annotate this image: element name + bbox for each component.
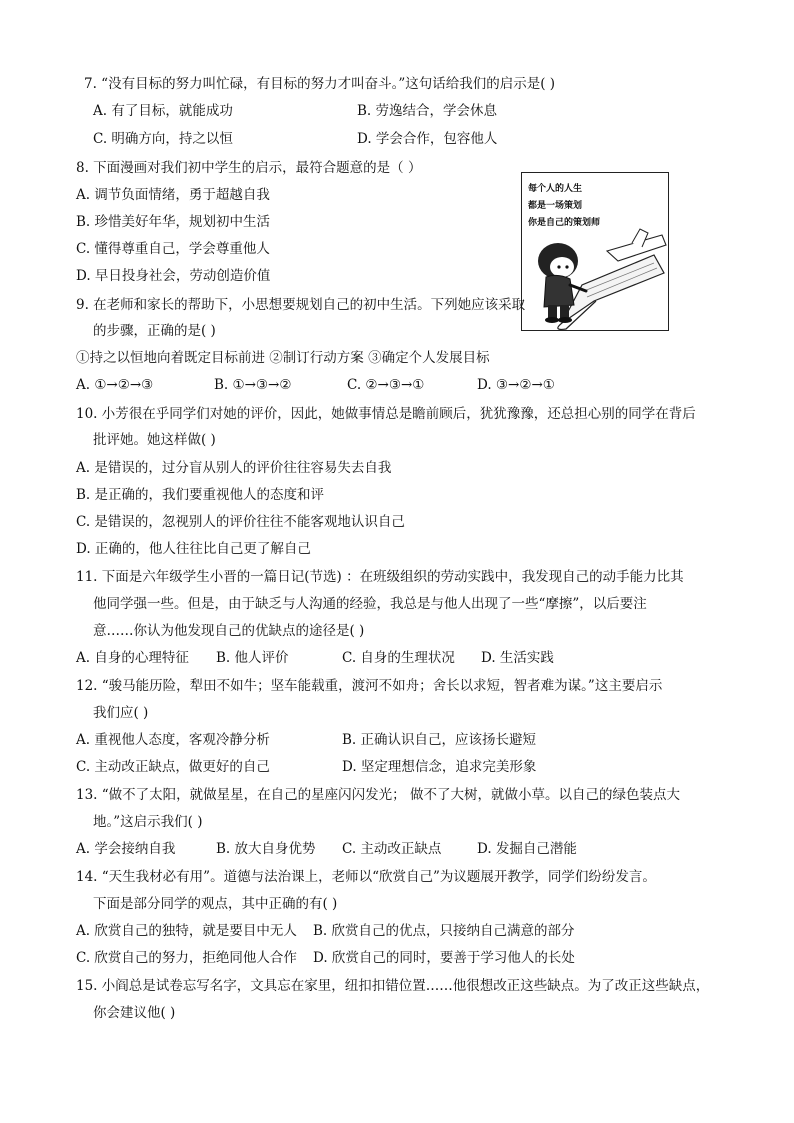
q10-option-d: D. 正确的，他人往往比自己更了解自己 [76, 541, 311, 557]
q11-stem-line3: 意……你认为他发现自己的优缺点的途径是( ) [93, 623, 365, 639]
q7-option-d: D. 学会合作，包容他人 [357, 131, 498, 147]
q7-option-b: B. 劳逸结合，学会休息 [357, 103, 498, 119]
q11-option-d: D. 生活实践 [481, 650, 554, 666]
q12-option-b: B. 正确认识自己，应该扬长避短 [342, 732, 537, 748]
q13-option-c: C. 主动改正缺点 [342, 841, 442, 857]
q12-stem-line2: 我们应( ) [93, 705, 149, 721]
q14-option-d: D. 欣赏自己的同时，要善于学习他人的长处 [313, 950, 575, 966]
q9-option-d: D. ③→②→① [477, 377, 555, 393]
q15-stem-line2: 你会建议他( ) [93, 1005, 176, 1021]
q13-option-d: D. 发掘自己潜能 [477, 841, 577, 857]
cartoon-caption-line3: 你是自己的策划师 [528, 218, 601, 228]
q8-option-d: D. 早日投身社会，劳动创造价值 [76, 268, 271, 284]
q9-stem-line1: 9. 在老师和家长的帮助下，小思想要规划自己的初中生活。下列她应该采取 [76, 297, 526, 313]
q13-option-a: A. 学会接纳自我 [76, 841, 176, 857]
q10-option-a: A. 是错误的，过分盲从别人的评价往往容易失去自我 [76, 460, 392, 476]
cartoon-caption-line1: 每个人的人生 [528, 184, 583, 194]
q11-option-a: A. 自身的心理特征 [76, 650, 189, 666]
q11-stem-line1: 11. 下面是六年级学生小晋的一篇日记(节选) ：在班级组织的劳动实践中，我发现自己的动手能力比其 [76, 569, 684, 585]
q9-option-a: A. ①→②→③ [76, 377, 154, 393]
child-with-scroll-drawing [522, 173, 668, 330]
q14-option-a: A. 欣赏自己的独特，就是要目中无人 [76, 923, 297, 939]
q11-stem-line2: 他同学强一些。但是，由于缺乏与人沟通的经验，我总是与他人出现了一些“摩擦”，以后要注 [93, 596, 647, 612]
q12-option-d: D. 坚定理想信念，追求完美形象 [342, 759, 537, 775]
q7-option-a: A. 有了目标，就能成功 [93, 103, 233, 119]
q12-stem-line1: 12. “骏马能历险，犁田不如牛；坚车能载重，渡河不如舟；舍长以求短，智者难为谋。”这主要启示 [76, 678, 663, 694]
q14-option-c: C. 欣赏自己的努力，拒绝同他人合作 [76, 950, 297, 966]
q14-option-b: B. 欣赏自己的优点，只接纳自己满意的部分 [313, 923, 575, 939]
cartoon-caption-line2: 都是一场策划 [528, 201, 583, 211]
q13-stem-line1: 13. “做不了太阳，就做星星，在自己的星座闪闪发光； 做不了大树，就做小草。以自己的绿色装点大 [76, 787, 680, 803]
q9-stem-line2: 的步骤，正确的是( ) [93, 323, 216, 339]
q15-stem-line1: 15. 小阎总是试卷忘写名字，文具忘在家里，纽扣扣错位置……他很想改正这些缺点。为了改正这些缺点， [76, 978, 710, 994]
q10-stem-line2: 批评她。她这样做( ) [93, 432, 216, 448]
cartoon-illustration [521, 172, 669, 331]
q8-stem: 8. 下面漫画对我们初中学生的启示，最符合题意的是（ ） [76, 160, 422, 176]
q9-option-c: C. ②→③→① [347, 377, 425, 393]
q8-option-b: B. 珍惜美好年华，规划初中生活 [76, 214, 271, 230]
q13-stem-line2: 地。”这启示我们( ) [93, 814, 203, 830]
q7-option-c: C. 明确方向，持之以恒 [93, 131, 233, 147]
q14-stem-line1: 14. “天生我材必有用”。道德与法治课上，老师以“欣赏自己”为议题展开教学，同学们纷纷发言。 [76, 869, 656, 885]
q8-option-c: C. 懂得尊重自己，学会尊重他人 [76, 241, 270, 257]
q9-items: ①持之以恒地向着既定目标前进 ②制订行动方案 ③确定个人发展目标 [76, 350, 490, 366]
q11-option-b: B. 他人评价 [216, 650, 289, 666]
q13-option-b: B. 放大自身优势 [216, 841, 316, 857]
q11-option-c: C. 自身的生理状况 [342, 650, 455, 666]
q7-stem: 7. “没有目标的努力叫忙碌，有目标的努力才叫奋斗。”这句话给我们的启示是( ) [84, 76, 556, 92]
q9-option-b: B. ①→③→② [214, 377, 292, 393]
q8-option-a: A. 调节负面情绪，勇于超越自我 [76, 187, 270, 203]
q12-option-a: A. 重视他人态度，客观冷静分析 [76, 732, 270, 748]
q10-option-c: C. 是错误的，忽视别人的评价往往不能客观地认识自己 [76, 514, 405, 530]
q10-stem-line1: 10. 小芳很在乎同学们对她的评价，因此，她做事情总是瞻前顾后，犹犹豫豫，还总担心别的同学在背后 [76, 406, 696, 422]
q10-option-b: B. 是正确的，我们要重视他人的态度和评 [76, 487, 325, 503]
q14-stem-line2: 下面是部分同学的观点，其中正确的有( ) [93, 896, 338, 912]
q12-option-c: C. 主动改正缺点，做更好的自己 [76, 759, 270, 775]
